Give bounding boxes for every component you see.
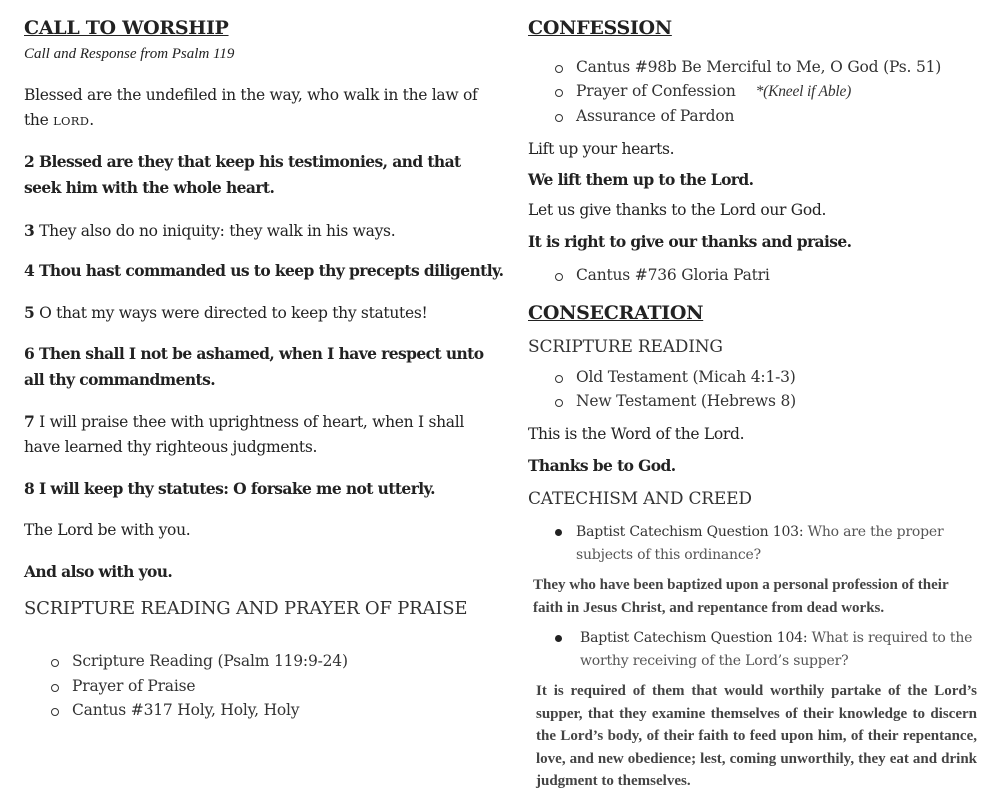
verse-5: 5 O that my ways were directed to keep thy statutes! <box>24 303 428 322</box>
catechism-question-103: Baptist Catechism Question 103: Who are the proper subjects of this ordinance? <box>576 521 981 567</box>
list-item: Assurance of Pardon <box>576 107 735 125</box>
list-item: Prayer of Praise <box>72 677 196 695</box>
list-item: Cantus #736 Gloria Patri <box>576 266 770 284</box>
catechism-answer-103: They who have been baptized upon a personal profession of their faith in Jesus Christ, and repentance from dead works. <box>533 577 949 616</box>
greeting-response: And also with you. <box>24 562 173 581</box>
lift-hearts: Lift up your hearts. <box>528 140 675 158</box>
verse-3: 3 They also do no iniquity: they walk in his ways. <box>24 221 396 240</box>
verse-1: Blessed are the undefiled in the way, who walk in the law of the LORD. <box>24 86 478 129</box>
word-of-the-lord: This is the Word of the Lord. <box>528 425 745 443</box>
list-item: Old Testament (Micah 4:1-3) <box>576 368 796 386</box>
verse-7: 7 I will praise thee with uprightness of heart, when I shall have learned thy righteous judgments. <box>24 412 465 456</box>
call-to-worship-heading: CALL TO WORSHIP <box>24 17 229 39</box>
give-thanks-response: It is right to give our thanks and praise. <box>528 232 852 251</box>
call-to-worship-subtitle: Call and Response from Psalm 119 <box>24 46 235 62</box>
verse-8: 8 I will keep thy statutes: O forsake me not utterly. <box>24 479 435 498</box>
confession-heading: CONFESSION <box>528 17 672 39</box>
list-item: New Testament (Hebrews 8) <box>576 392 796 410</box>
verse-2: 2 Blessed are they that keep his testimonies, and that seek him with the whole heart. <box>24 152 461 197</box>
verse-6: 6 Then shall I not be ashamed, when I have respect unto all thy commandments. <box>24 344 484 389</box>
catechism-heading: CATECHISM AND CREED <box>528 489 752 509</box>
kneel-note: *(Kneel if Able) <box>755 83 852 100</box>
consecration-heading: CONSECRATION <box>528 302 704 324</box>
scripture-reading-heading: SCRIPTURE READING <box>528 337 723 357</box>
greeting: The Lord be with you. <box>24 521 191 539</box>
list-item: Cantus #317 Holy, Holy, Holy <box>72 701 300 719</box>
word-response: Thanks be to God. <box>528 456 676 475</box>
catechism-answer-104: It is required of them that would worthily partake of the Lord’s supper, that they examine themselves of their knowledge to discern the Lord’s body, of their faith to feed upon him, of their repentance, love, and new obedience; lest, coming unworthily, they eat and drink judgment to themselves. <box>536 683 977 789</box>
scripture-praise-heading: SCRIPTURE READING AND PRAYER OF PRAISE <box>24 598 468 619</box>
catechism-question-104: Baptist Catechism Question 104: What is required to the worthy receiving of the Lord’s supper? <box>576 627 981 673</box>
list-item: Scripture Reading (Psalm 119:9-24) <box>72 652 348 670</box>
list-item: Prayer of Confession *(Kneel if Able) <box>576 82 852 100</box>
answer-104-clip <box>528 680 980 789</box>
list-item: Cantus #98b Be Merciful to Me, O God (Ps. 51) <box>576 58 942 76</box>
lift-hearts-response: We lift them up to the Lord. <box>528 170 754 189</box>
verse-4: 4 Thou hast commanded us to keep thy precepts diligently. <box>24 261 504 280</box>
lord-small-caps: LORD <box>53 114 90 128</box>
give-thanks: Let us give thanks to the Lord our God. <box>528 201 827 219</box>
